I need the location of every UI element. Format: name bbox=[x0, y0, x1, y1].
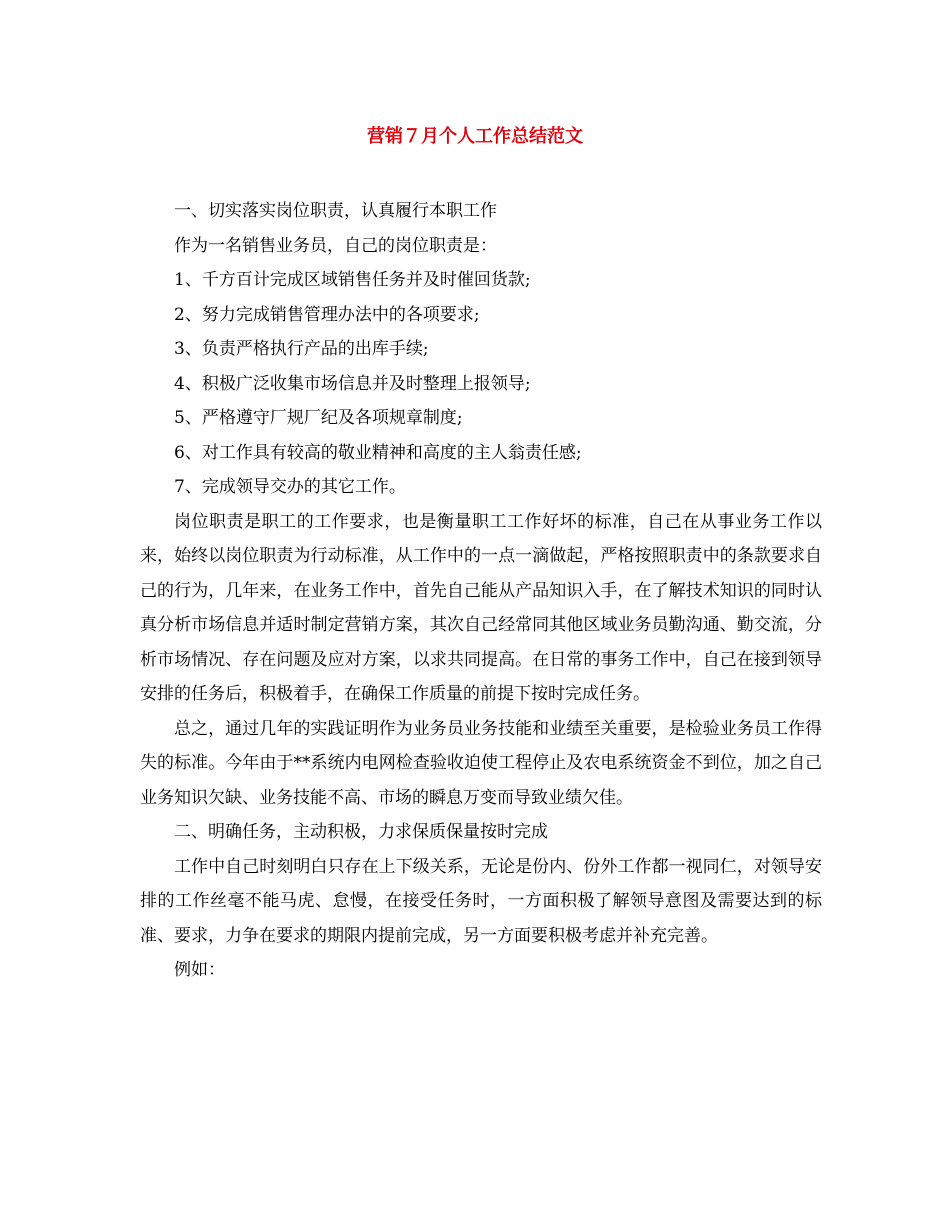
list-item-5: 5、严格遵守厂规厂纪及各项规章制度; bbox=[174, 408, 463, 428]
list-item-4: 4、积极广泛收集市场信息并及时整理上报领导; bbox=[174, 373, 531, 394]
paragraph-intro: 作为一名销售业务员，自己的岗位职责是： bbox=[174, 235, 497, 256]
list-item-1: 1、千方百计完成区域销售任务并及时催回货款; bbox=[174, 270, 531, 290]
document-title: 营销７月个人工作总结范文 bbox=[367, 126, 583, 147]
list-item-3: 3、负责严格执行产品的出库手续; bbox=[174, 339, 429, 359]
paragraph-summary: 总之，通过几年的实践证明作为业务员业务技能和业绩至关重要，是检验业务员工作得失的标准。今年由于**系统内电网检查验收迫使工程停止及农电系统资金不到位，加之自己业务知识欠缺、业务技能不高、市场的瞬息万变而导致业绩欠佳。 bbox=[140, 718, 822, 808]
list-item-7: 7、完成领导交办的其它工作。 bbox=[174, 477, 406, 497]
section-heading-1: 一、切实落实岗位职责，认真履行本职工作 bbox=[174, 201, 497, 221]
list-item-6: 6、对工作具有较高的敬业精神和高度的主人翁责任感; bbox=[174, 442, 582, 463]
list-item-2: 2、努力完成销售管理办法中的各项要求; bbox=[174, 304, 480, 325]
paragraph-tasks: 工作中自己时刻明白只存在上下级关系，无论是份内、份外工作都一视同仁，对领导安排的工作丝毫不能马虎、怠慢，在接受任务时，一方面积极了解领导意图及需要达到的标准、要求，力争在要求的期限内提前完成，另一方面要积极考虑并补充完善。 bbox=[140, 856, 822, 946]
section-heading-2: 二、明确任务，主动积极，力求保质保量按时完成 bbox=[174, 822, 548, 842]
paragraph-example: 例如： bbox=[174, 960, 225, 980]
paragraph-responsibilities: 岗位职责是职工的工作要求，也是衡量职工工作好坏的标准，自己在从事业务工作以来，始终以岗位职责为行动标准，从工作中的一点一滴做起，严格按照职责中的条款要求自己的行为，几年来，在业务工作中，首先自己能从产品知识入手，在了解技术知识的同时认真分析市场信息并适时制定营销方案，其次自己经常同其他区域业务员勤沟通、勤交流，分析市场情况、存在问题及应对方案，以求共同提高。在日常的事务工作中，自己在接到领导安排的任务后，积极着手，在确保工作质量的前提下按时完成任务。 bbox=[140, 511, 822, 704]
document-body bbox=[140, 194, 822, 988]
